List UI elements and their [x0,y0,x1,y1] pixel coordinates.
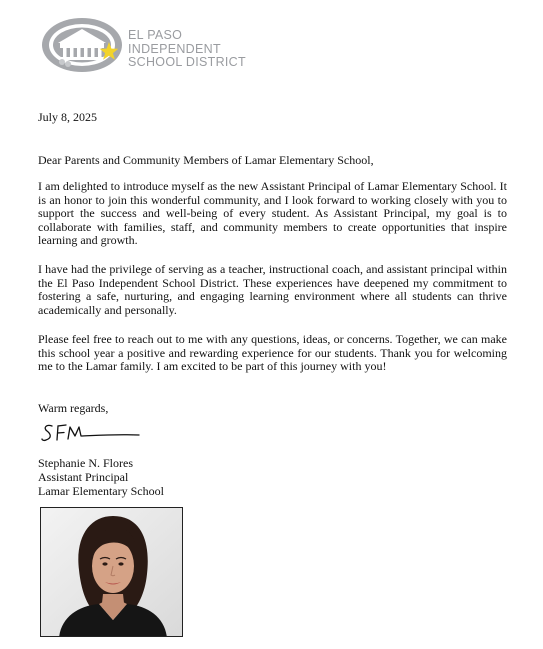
handwritten-signature [40,420,145,446]
portrait-photo [40,507,183,637]
portrait-image [41,508,183,637]
signer-name: Stephanie N. Flores [38,456,133,470]
salutation: Dear Parents and Community Members of Lamar Elementary School, [38,153,374,167]
district-name [128,29,246,70]
district-name-line1: EL PASO [128,28,183,42]
district-name-line3: SCHOOL DISTRICT [128,55,246,69]
signer-school: Lamar Elementary School [38,484,164,498]
signer-title: Assistant Principal [38,470,129,484]
district-name-line2: INDEPENDENT [128,41,221,56]
closing: Warm regards, [38,401,109,415]
body-paragraph-3: Please feel free to reach out to me with any questions, ideas, or concerns. Together, we can make this school year a positive and rewarding experience for our students. Thank you for welcoming me to the Lamar family. I am excited to be part of this journey with you! [38,332,507,373]
body-paragraph-2: I have had the privilege of serving as a teacher, instructional coach, and assistant principal within the El Paso Independent School District. These experiences have deepened my commitment to fostering a safe, nurturing, and engaging learning environment where all students can thrive academically and personally. [38,262,507,317]
letter-date: July 8, 2025 [38,110,98,124]
body-paragraph-1: I am delighted to introduce myself as the new Assistant Principal of Lamar Elementary School. It is an honor to join this wonderful community, and I look forward to working closely with you to support the success and well-being of every student. As Assistant Principal, my goal is to collaborate with families, staff, and community members to create opportunities that inspire learning and growth. [38,179,507,247]
signature-block [38,456,164,498]
